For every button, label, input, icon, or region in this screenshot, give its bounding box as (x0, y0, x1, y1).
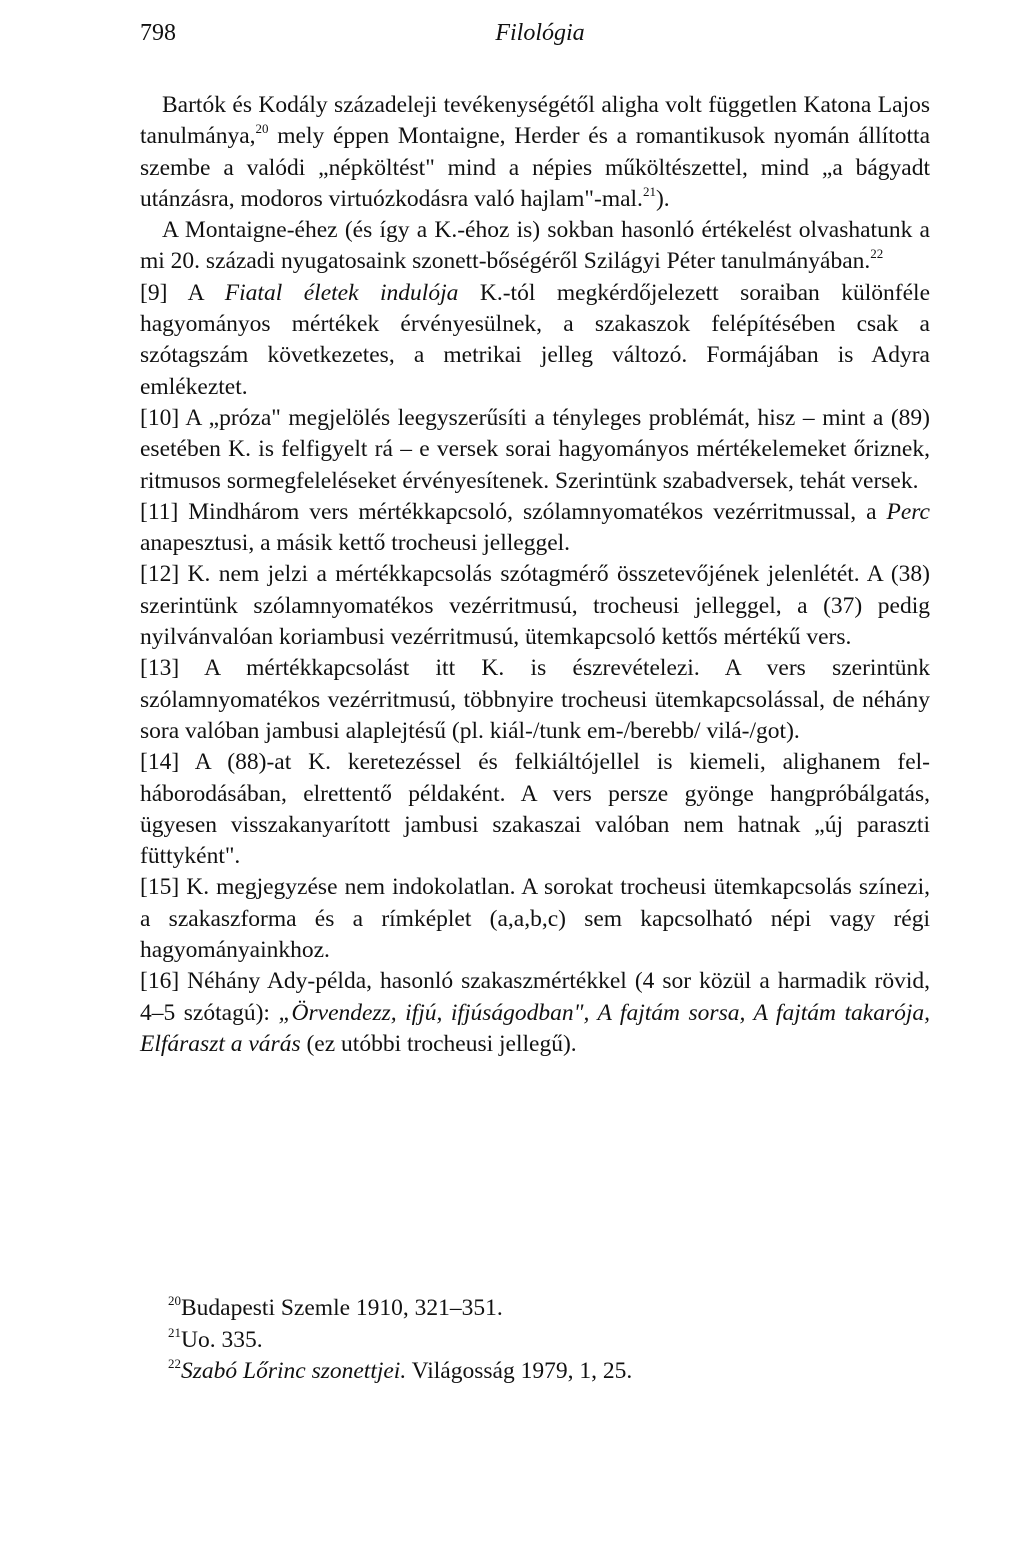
paragraph-9: [9] A Fiatal életek indulója K.-tól megkérdőjelezett soraiban különféle hagyományos mértékek érvényesülnek, a szakaszok felépítésében csak a szótagszám következetes, a metrikai jelleg változó. Formájában is Adyra emlékeztet. (140, 279, 931, 400)
paragraph-13: [13] A mértékkapcsolást itt K. is észrevételezi. A vers szerintünk szólamnyomatékos vezérritmusú, többnyire trocheusi ütemkapcsolással, de néhány sora valóban jambusi alaplejtésű (pl. kiál-/tunk em-/berebb/ vilá-/got). (140, 655, 930, 744)
paragraph-1: Bartók és Kodály századeleji tevékenységétől aligha volt független Katona Lajos tanulmánya,$^{20}$ mely éppen Montaigne, Herder és a romantikusok nyomán állította szembe a valódi „népköltést" mind a népies műköltészettel, mind „a bágyadt utánzásra, modoros virtuózkodásra való hajlam"-mal.$^{21}$). (140, 92, 930, 212)
poem-title: Perc (886, 498, 930, 525)
footnote-21: $^{21}$Uo. 335. (168, 1324, 263, 1353)
footnotes (168, 1293, 928, 1388)
footnote-ref-21: 21 (642, 183, 656, 199)
paragraph-14: [14] A (88)-at K. keretezéssel és felkiáltójellel is kiemeli, alighanem felháborodásában, elrettentő példaként. A vers persze gyönge hangpróbálgatás, ügyesen visszakanyarított jambusi szakaszai valóban nem hatnak „új paraszti füttyként". (140, 749, 930, 870)
paragraph-15: [15] K. megjegyzése nem indokolatlan. A sorokat trocheusi ütemkapcsolás színezi, a szakaszforma és a rímképlet (a,a,b,c) sem kapcsolható népi vagy régi hagyományainkhoz. (140, 874, 930, 964)
footnote-ref-20: 20 (255, 121, 269, 137)
paragraph-11: [11] Mindhárom vers mértékkapcsoló, szólamnyomatékos vezérritmussal, a Perc anapesztusi, a másik kettő trocheusi jelleggel. (140, 498, 930, 557)
poem-titles: „Örvendezz, ifjú, ifjúságodban", A fajtám sorsa, A fajtám takarója, Elfáraszt a várás (140, 999, 931, 1057)
footnote-22: $^{22}$Szabó Lőrinc szonettjei. Világosság 1979, 1, 25. (168, 1356, 633, 1384)
footnote-ref-22: 22 (870, 246, 884, 262)
page-header (140, 20, 940, 54)
running-title: Filológia (495, 20, 585, 46)
body-text (140, 90, 930, 1060)
paragraph-10: [10] A „próza" megjelölés leegyszerűsíti a tényleges problémát, hisz – mint a (89) esetében K. is felfigyelt rá – e versek sorai hagyományos mértékelemeket őriznek, ritmusos sormegfeleléseket érvényesítenek. Szerintünk szabadversek, tehát versek. (140, 404, 930, 494)
paragraph-12: [12] K. nem jelzi a mértékkapcsolás szótagmérő összetevőjének jelenlétét. A (38) szerintünk szólamnyomatékos vezérritmusú, trocheusi jelleggel, a (37) pedig nyilvánvalóan koriambusi vezérritmusú, ütemkapcsoló kettős mértékű vers. (140, 561, 930, 651)
paragraph-16: [16] Néhány Ady-példa, hasonló szakaszmértékkel (4 sor közül a harmadik rövid, 4–5 szótagú): „Örvendezz, ifjú, ifjúságodban", A fajtám sorsa, A fajtám takarója, Elfáraszt a várás (ez utóbbi trocheusi jellegű). (140, 968, 931, 1057)
paragraph-2: A Montaigne-éhez (és így a K.-éhoz is) sokban hasonló értékelést olvashatunk a mi 20. századi nyugatosaink szonett-bőségéről Szilágyi Péter tanulmányában.$^{22}$ (140, 217, 930, 275)
poem-title: Fiatal életek indulója (224, 279, 459, 306)
page-number: 798 (140, 20, 176, 46)
footnote-20: $^{20}$Budapesti Szemle 1910, 321–351. (168, 1293, 503, 1321)
